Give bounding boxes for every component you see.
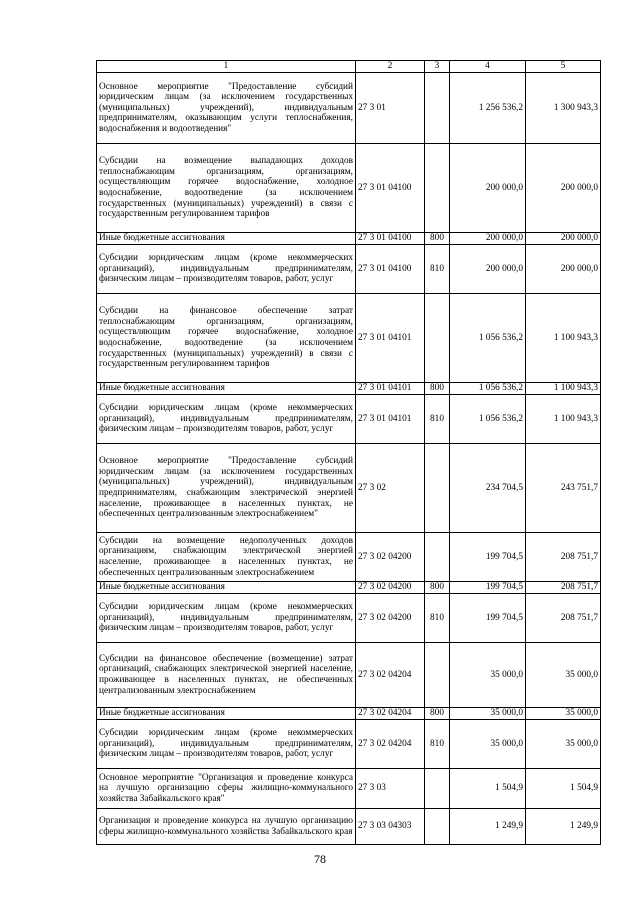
row-value-col4: 199 704,5 [450, 594, 526, 643]
row-code: 27 3 03 [356, 769, 425, 809]
row-expense-type [425, 294, 450, 383]
table-row [97, 233, 601, 245]
row-code: 27 3 02 04200 [356, 594, 425, 643]
header-col-5: 5 [526, 61, 601, 73]
row-expense-type: 800 [425, 582, 450, 594]
row-expense-type [425, 533, 450, 582]
row-value-col4: 200 000,0 [450, 233, 526, 245]
row-description: Субсидии юридическим лицам (кроме некоммерческих организаций), индивидуальным предпринимателям, физическим лицам – производителям товаров, работ, услуг [97, 395, 356, 444]
row-value-col5: 243 751,7 [526, 444, 601, 533]
table-row [97, 444, 601, 533]
row-code: 27 3 01 04101 [356, 395, 425, 444]
row-code: 27 3 01 04100 [356, 144, 425, 233]
row-code: 27 3 01 04100 [356, 233, 425, 245]
row-expense-type [425, 643, 450, 708]
row-value-col4: 35 000,0 [450, 708, 526, 720]
row-description: Основное мероприятие "Предоставление субсидий юридическим лицам (за исключением государственных (муниципальных) учреждений), индивидуальным предпринимателям, оказывающим услуги теплоснабжения, водоснабжения и водоотведения" [97, 73, 356, 144]
row-description: Иные бюджетные ассигнования [97, 233, 356, 245]
row-expense-type [425, 73, 450, 144]
row-value-col5: 35 000,0 [526, 643, 601, 708]
row-value-col4: 35 000,0 [450, 720, 526, 769]
header-col-4: 4 [450, 61, 526, 73]
row-value-col4: 1 056 536,2 [450, 383, 526, 395]
row-expense-type [425, 444, 450, 533]
row-code: 27 3 02 [356, 444, 425, 533]
row-value-col4: 1 056 536,2 [450, 395, 526, 444]
row-expense-type: 810 [425, 245, 450, 294]
row-value-col4: 1 249,9 [450, 809, 526, 845]
table-row [97, 395, 601, 444]
row-description: Субсидии юридическим лицам (кроме некоммерческих организаций), индивидуальным предпринимателям, физическим лицам – производителям товаров, работ, услуг [97, 720, 356, 769]
row-value-col4: 1 256 536,2 [450, 73, 526, 144]
budget-table [96, 60, 601, 845]
row-value-col5: 1 249,9 [526, 809, 601, 845]
table-row [97, 144, 601, 233]
row-value-col5: 208 751,7 [526, 533, 601, 582]
table-row [97, 594, 601, 643]
row-description: Субсидии юридическим лицам (кроме некоммерческих организаций), индивидуальным предпринимателям, физическим лицам – производителям товаров, работ, услуг [97, 594, 356, 643]
row-description: Иные бюджетные ассигнования [97, 383, 356, 395]
table-row [97, 582, 601, 594]
table-row [97, 245, 601, 294]
table-row [97, 720, 601, 769]
row-code: 27 3 02 04204 [356, 643, 425, 708]
row-value-col5: 1 100 943,3 [526, 294, 601, 383]
row-description: Основное мероприятие "Предоставление субсидий юридическим лицам (за исключением государственных (муниципальных) учреждений), индивидуальным предпринимателям, снабжающим электрической энергией население, проживающее в населенных пунктах, не обеспеченных централизованным электроснабжением" [97, 444, 356, 533]
row-code: 27 3 01 04101 [356, 294, 425, 383]
table-row [97, 294, 601, 383]
row-value-col4: 199 704,5 [450, 582, 526, 594]
row-value-col4: 1 056 536,2 [450, 294, 526, 383]
row-value-col5: 208 751,7 [526, 594, 601, 643]
row-value-col5: 35 000,0 [526, 708, 601, 720]
row-value-col4: 234 704,5 [450, 444, 526, 533]
row-value-col4: 1 504,9 [450, 769, 526, 809]
row-description: Субсидии на финансовое обеспечение затрат теплоснабжающим организациям, организациям, осуществляющим горячее водоснабжение, холодное водоснабжение, водоотведение (за исключением государственных (муниципальных) учреждений) в связи с государственным регулированием тарифов [97, 294, 356, 383]
row-expense-type: 800 [425, 383, 450, 395]
row-expense-type: 810 [425, 720, 450, 769]
row-code: 27 3 02 04200 [356, 582, 425, 594]
table-row [97, 809, 601, 845]
row-description: Субсидии на возмещение недополученных доходов организациям, снабжающим электрической энергией население, проживающее в населенных пунктах, не обеспеченных централизованным электроснабжением [97, 533, 356, 582]
row-expense-type: 810 [425, 594, 450, 643]
table-row [97, 383, 601, 395]
row-value-col5: 200 000,0 [526, 245, 601, 294]
row-code: 27 3 02 04204 [356, 708, 425, 720]
row-value-col4: 35 000,0 [450, 643, 526, 708]
table-header-row [97, 61, 601, 73]
row-value-col4: 200 000,0 [450, 144, 526, 233]
row-value-col5: 208 751,7 [526, 582, 601, 594]
header-col-1: 1 [97, 61, 356, 73]
row-value-col5: 1 504,9 [526, 769, 601, 809]
row-description: Иные бюджетные ассигнования [97, 708, 356, 720]
row-description: Иные бюджетные ассигнования [97, 582, 356, 594]
row-expense-type: 810 [425, 395, 450, 444]
row-expense-type: 800 [425, 708, 450, 720]
page-number: 78 [314, 852, 326, 866]
row-code: 27 3 01 04100 [356, 245, 425, 294]
row-description: Субсидии на возмещение выпадающих доходов теплоснабжающим организациям, организациям, осуществляющим горячее водоснабжение, холодное водоснабжение, водоотведение (за исключением государственных (муниципальных) учреждений) в связи с государственным регулированием тарифов [97, 144, 356, 233]
row-value-col5: 200 000,0 [526, 144, 601, 233]
header-col-3: 3 [425, 61, 450, 73]
row-value-col4: 199 704,5 [450, 533, 526, 582]
row-description: Организация и проведение конкурса на лучшую организацию сферы жилищно-коммунального хозяйства Забайкальского края [97, 809, 356, 845]
row-value-col5: 1 100 943,3 [526, 395, 601, 444]
table-row [97, 769, 601, 809]
row-description: Субсидии на финансовое обеспечение (возмещение) затрат организаций, снабжающих электрической энергией население, проживающее в населенных пунктах, не обеспеченных централизованным электроснабжением [97, 643, 356, 708]
row-value-col5: 1 300 943,3 [526, 73, 601, 144]
table-row [97, 643, 601, 708]
row-expense-type [425, 769, 450, 809]
row-value-col5: 35 000,0 [526, 720, 601, 769]
header-col-2: 2 [356, 61, 425, 73]
row-code: 27 3 01 [356, 73, 425, 144]
table-row [97, 73, 601, 144]
row-code: 27 3 01 04101 [356, 383, 425, 395]
row-expense-type [425, 144, 450, 233]
row-value-col5: 1 100 943,3 [526, 383, 601, 395]
table-row [97, 533, 601, 582]
table-row [97, 708, 601, 720]
row-code: 27 3 02 04204 [356, 720, 425, 769]
row-description: Основное мероприятие "Организация и проведение конкурса на лучшую организацию сферы жилищно-коммунального хозяйства Забайкальского края" [97, 769, 356, 809]
row-code: 27 3 03 04303 [356, 809, 425, 845]
row-value-col5: 200 000,0 [526, 233, 601, 245]
row-value-col4: 200 000,0 [450, 245, 526, 294]
row-expense-type: 800 [425, 233, 450, 245]
row-description: Субсидии юридическим лицам (кроме некоммерческих организаций), индивидуальным предпринимателям, физическим лицам – производителям товаров, работ, услуг [97, 245, 356, 294]
row-expense-type [425, 809, 450, 845]
table-body [97, 61, 601, 845]
row-code: 27 3 02 04200 [356, 533, 425, 582]
